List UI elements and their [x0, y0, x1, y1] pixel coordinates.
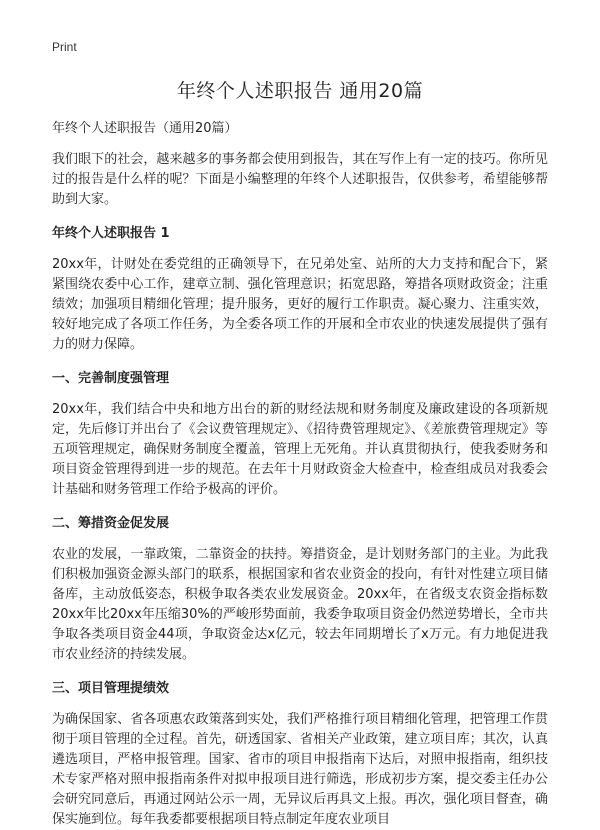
section-paragraph: 20xx年，我们结合中央和地方出台的新的财经法规和财务制度及廉政建设的各项新规定，先后修订并出台了《会议费管理规定》、《招待费管理规定》、《差旅费管理规定》等五项管理规定，确保财务制度全覆盖，管理上无死角。并认真贯彻执行，使我委财务和项目资金管理得到进一步的规范。在去年十月财政资金大检查中，检查组成员对我委会计基础和财务管理工作给予极高的评价。 — [52, 402, 548, 497]
report-heading: 年终个人述职报告 1 — [52, 226, 170, 241]
section-paragraph: 农业的发展，一靠政策，二靠资金的扶持。筹措资金，是计划财务部门的主业。为此我们积极加强资金源头部门的联系，根据国家和省农业资金的投向，有针对性建立项目储备库，主动放低姿态，积极争取各类农业发展资金。20xx年，在省级支农资金指标数20xx年比20xx年压缩30%的严峻形势面前，我委争取项目资金仍然逆势增长，全市共争取各类项目资金44项，争取资金达x亿元，较去年同期增长了x万元。有力地促进我市农业经济的持续发展。 — [52, 547, 548, 662]
intro-paragraph: 我们眼下的社会，越来越多的事务都会使用到报告，其在写作上有一定的技巧。你所见过的报告是什么样的呢？下面是小编整理的年终个人述职报告，仅供参考，希望能够帮助到大家。 — [52, 152, 548, 207]
report-intro-paragraph: 20xx年，计财处在委党组的正确领导下，在兄弟处室、站所的大力支持和配合下，紧紧围绕农委中心工作，建章立制、强化管理意识；拓宽思路，筹措各项财政资金；注重绩效；加强项目精细化管理；提升服务，更好的履行工作职责。凝心聚力、注重实效，较好地完成了各项工作任务，为全委各项工作的开展和全市农业的快速发展提供了强有力的财力保障。 — [52, 257, 548, 352]
document-subtitle: 年终个人述职报告（通用20篇） — [52, 121, 238, 136]
section-heading: 二、筹措资金促发展 — [52, 516, 170, 531]
page-title: 年终个人述职报告 通用20篇 — [176, 80, 424, 102]
section-heading: 三、项目管理提绩效 — [52, 681, 170, 696]
section-paragraph: 为确保国家、省各项惠农政策落到实处，我们严格推行项目精细化管理，把管理工作贯彻于项目管理的全过程。首先，研透国家、省相关产业政策，建立项目库；其次，认真遴选项目，严格申报管理。国家、省市的项目申报指南下达后，对照申报指南，组织技术专家严格对照申报指南条件对拟申报项目进行筛选，形成初步方案，提交委主任办公会研究同意后，再通过网站公示一周，无异议后再具文上报。再次，强化项目督查，确保实施到位。每年我委都要根据项目特点制定年度农业项目 — [52, 712, 548, 827]
section-heading: 一、完善制度强管理 — [52, 371, 170, 386]
print-link[interactable]: Print — [52, 40, 77, 54]
